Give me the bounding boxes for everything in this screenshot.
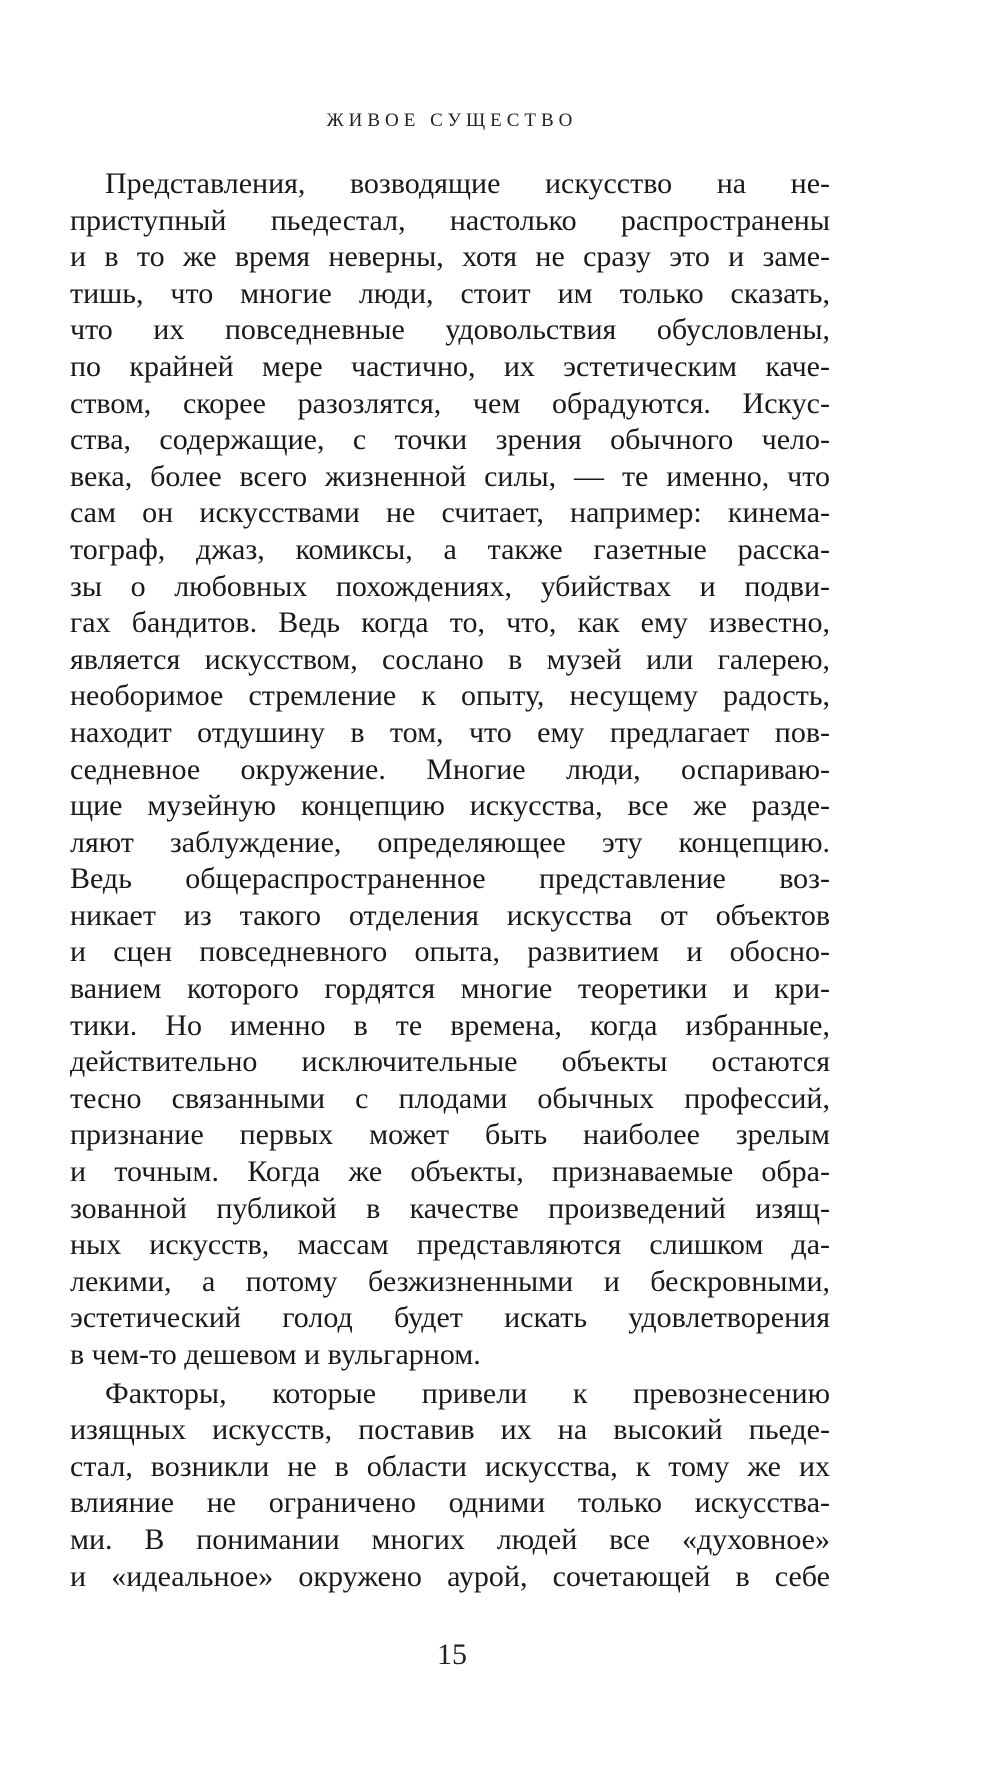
paragraph-2	[70, 1376, 830, 1596]
text-line: является искусством, сослано в музей или галерею,	[70, 642, 830, 676]
text-line: тесно связанными с плодами обычных профессий,	[70, 1081, 830, 1115]
text-line: ляют заблуждение, определяющее эту концепцию.	[70, 825, 830, 859]
text-line: Ведь общераспространенное представление воз-	[70, 862, 830, 896]
text-line: и в то же время неверны, хотя не сразу это и заме-	[70, 240, 830, 274]
text-line: щие музейную концепцию искусства, все же разде-	[70, 789, 830, 823]
text-line: эстетический голод будет искать удовлетворения	[70, 1301, 830, 1335]
text-line: изящных искусств, поставив их на высокий пьеде-	[70, 1413, 830, 1447]
text-line: тишь, что многие люди, стоит им только сказать,	[70, 276, 830, 310]
text-line: тики. Но именно в те времена, когда избранные,	[70, 1008, 830, 1042]
text-line: ванием которого гордятся многие теоретики и кри-	[70, 972, 830, 1006]
text-line: действительно исключительные объекты остаются	[70, 1045, 830, 1079]
text-line: Факторы, которые привели к превознесению	[105, 1376, 830, 1410]
text-line: века, более всего жизненной силы, — те именно, что	[70, 459, 830, 493]
running-head: ЖИВОЕ СУЩЕСТВО	[326, 110, 578, 131]
text-line: необоримое стремление к опыту, несущему радость,	[70, 679, 830, 713]
text-line: ми. В понимании многих людей все «духовное»	[70, 1522, 830, 1556]
text-line: седневное окружение. Многие люди, оспариваю-	[70, 752, 830, 786]
text-line: лекими, а потому безжизненными и бескровными,	[70, 1264, 830, 1298]
text-line: в чем-то дешевом и вульгарном.	[70, 1338, 481, 1371]
text-line: приступный пьедестал, настолько распространены	[70, 203, 830, 237]
body-text	[70, 166, 830, 1595]
text-line: стал, возникли не в области искусства, к тому же их	[70, 1449, 830, 1483]
text-line: находит отдушину в том, что ему предлагает пов-	[70, 715, 830, 749]
text-line: признание первых может быть наиболее зрелым	[70, 1118, 830, 1152]
text-line: ных искусств, массам представляются слишком да-	[70, 1228, 830, 1262]
text-line: влияние не ограничено одними только искусства-	[70, 1486, 830, 1520]
text-line: и точным. Когда же объекты, признаваемые обра-	[70, 1155, 830, 1189]
text-line: что их повседневные удовольствия обусловлены,	[70, 313, 830, 347]
text-line: гах бандитов. Ведь когда то, что, как ему известно,	[70, 606, 830, 640]
text-line: и «идеальное» окружено аурой, сочетающей в себе	[70, 1559, 830, 1593]
text-line: тограф, джаз, комиксы, а также газетные расска-	[70, 532, 830, 566]
text-line: сам он искусствами не считает, например: кинема-	[70, 496, 830, 530]
text-line: зованной публикой в качестве произведений изящ-	[70, 1191, 830, 1225]
paragraph-1	[70, 166, 830, 1374]
text-line: никает из такого отделения искусства от объектов	[70, 898, 830, 932]
text-line: ства, содержащие, с точки зрения обычного чело-	[70, 423, 830, 457]
text-line: и сцен повседневного опыта, развитием и обосно-	[70, 935, 830, 969]
text-line: ством, скорее разозлятся, чем обрадуются. Искус-	[70, 386, 830, 420]
text-line: Представления, возводящие искусство на не-	[105, 167, 830, 200]
page-number: 15	[437, 1638, 467, 1671]
text-line: зы о любовных похождениях, убийствах и подви-	[70, 569, 830, 603]
text-line: по крайней мере частично, их эстетическим каче-	[70, 349, 830, 383]
